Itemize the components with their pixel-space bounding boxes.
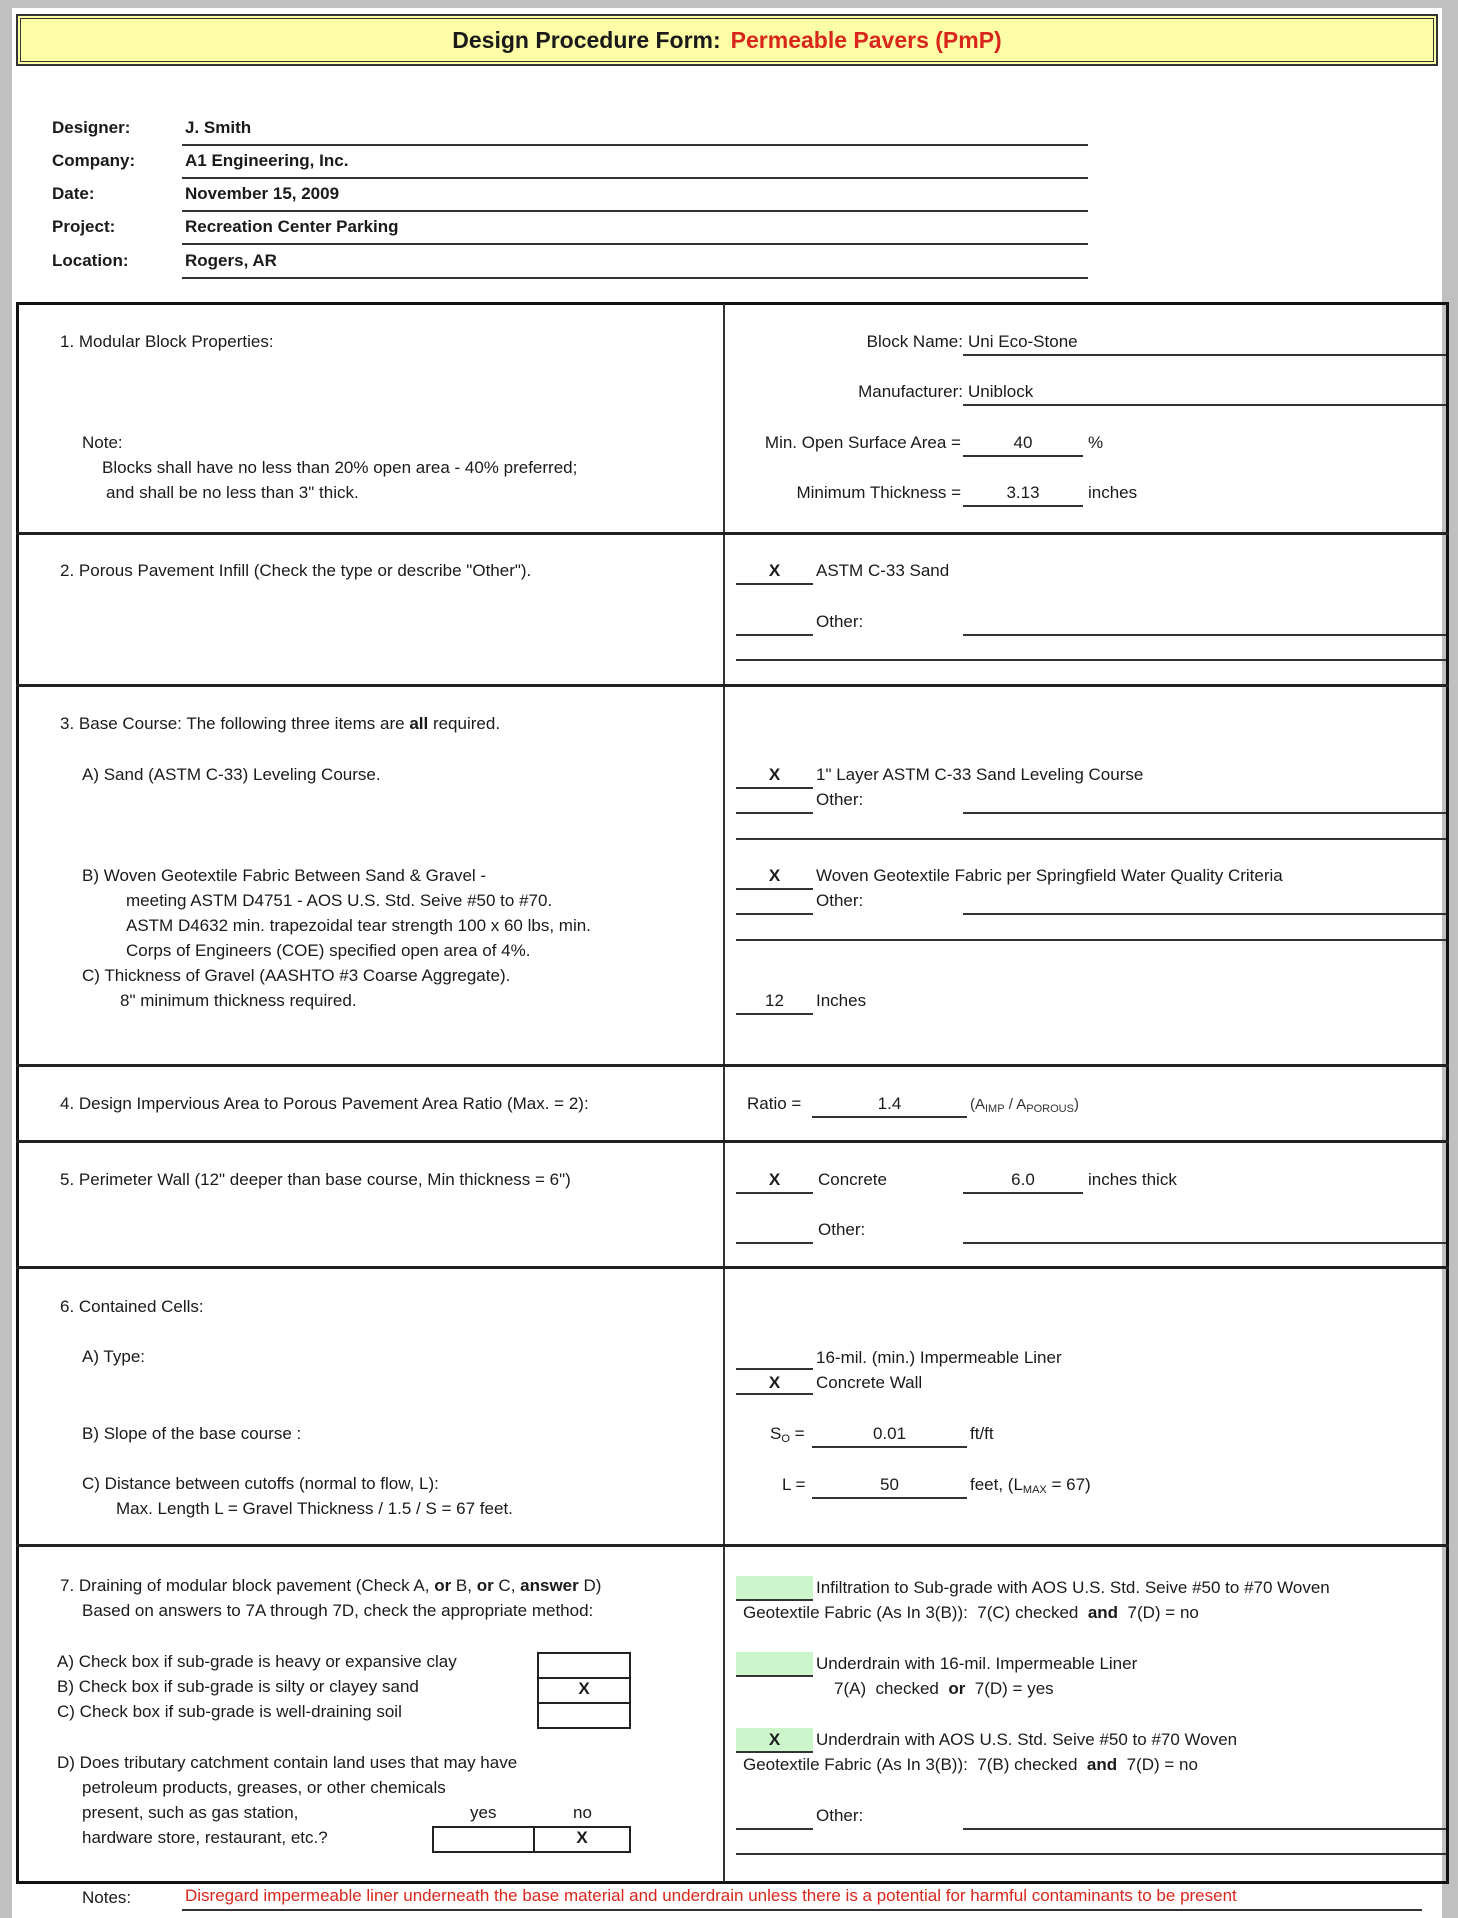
notes-label: Notes:	[82, 1888, 132, 1907]
s7-extra-line	[736, 1853, 1446, 1855]
s3-b-line3: ASTM D4632 min. trapezoidal tear strength 100 x 60 lbs, min.	[126, 916, 591, 935]
s3-a-check[interactable]: X	[768, 765, 781, 784]
s6-liner-label: 16-mil. (min.) Impermeable Liner	[816, 1348, 1062, 1367]
wall-thickness-field[interactable]: 6.0	[1011, 1170, 1035, 1189]
m1-and: and	[1087, 1603, 1119, 1622]
company-label: Company:	[52, 151, 136, 170]
form-table-frame	[16, 302, 1449, 1884]
section-divider-2	[16, 684, 1449, 687]
m1-line1: Infiltration to Sub-grade with AOS U.S. Std. Seive #50 to #70 Woven	[816, 1578, 1330, 1597]
date-label: Date:	[52, 184, 95, 203]
s5-concrete-label: Concrete	[818, 1170, 887, 1189]
m3-line2	[743, 1755, 1198, 1775]
s7-c-label: C) Check box if sub-grade is well-draining soil	[57, 1702, 402, 1721]
s2-sand-label: ASTM C-33 Sand	[816, 561, 950, 580]
s1-note-line1: Blocks shall have no less than 20% open area - 40% preferred;	[102, 458, 578, 477]
designer-field[interactable]: J. Smith	[185, 118, 252, 137]
m1-check-line	[736, 1599, 813, 1601]
date-underline	[182, 210, 1088, 212]
length-unit	[970, 1475, 1091, 1496]
date-field[interactable]: November 15, 2009	[185, 184, 340, 203]
s3-title-end: required.	[428, 714, 501, 733]
s7-title-or1: or	[434, 1576, 452, 1595]
m2-line2	[834, 1679, 1054, 1699]
m2-green-cell	[736, 1652, 813, 1676]
section-divider-5	[16, 1266, 1449, 1269]
s7-d-line2: petroleum products, greases, or other chemicals	[82, 1778, 446, 1797]
s2-other-label: Other:	[816, 612, 864, 631]
m3-line2-pre: Geotextile Fabric (As In 3(B)): 7(B) checked	[743, 1755, 1087, 1774]
open-area-label: Min. Open Surface Area =	[764, 433, 961, 452]
s7-title-mid1: B,	[451, 1576, 477, 1595]
min-thickness-field[interactable]: 3.13	[1006, 483, 1040, 502]
ratio-field[interactable]: 1.4	[877, 1094, 902, 1113]
slope-label-sub: O	[781, 1433, 790, 1445]
location-label: Location:	[52, 251, 129, 270]
s6-wall-check-line	[736, 1393, 813, 1395]
s7-d-no-checkbox[interactable]: X	[533, 1826, 631, 1853]
s3-a-label: A) Sand (ASTM C-33) Leveling Course.	[82, 765, 381, 784]
s3-a-check-line	[736, 787, 813, 789]
s7-yes-label: yes	[470, 1803, 497, 1822]
s7-other-label: Other:	[816, 1806, 864, 1825]
length-underline	[812, 1497, 967, 1499]
company-underline	[182, 177, 1088, 179]
s3-title-bold: all	[409, 714, 429, 733]
form-title-prefix: Design Procedure Form:	[452, 26, 721, 53]
s3-b-extra-line	[736, 939, 1446, 941]
m1-line2	[743, 1603, 1199, 1623]
s2-extra-line	[736, 659, 1446, 661]
slope-underline	[812, 1446, 967, 1448]
s3-a-other-label: Other:	[816, 790, 864, 809]
m3-check[interactable]: X	[768, 1730, 781, 1749]
s7-a-label: A) Check box if sub-grade is heavy or expansive clay	[57, 1652, 457, 1671]
s3-b-other-check-line	[736, 913, 813, 915]
s3-b-line1: B) Woven Geotextile Fabric Between Sand & Gravel -	[82, 866, 487, 885]
location-underline	[182, 277, 1088, 279]
manufacturer-label: Manufacturer:	[858, 382, 963, 401]
s7-a-checkbox[interactable]	[537, 1652, 631, 1679]
s1-note-label: Note:	[82, 433, 123, 452]
s3-b-check-line	[736, 888, 813, 890]
s3-b-line2: meeting ASTM D4751 - AOS U.S. Std. Seive #50 to #70.	[126, 891, 553, 910]
s7-title-answer: answer	[520, 1576, 579, 1595]
s6-a-label: A) Type:	[82, 1347, 145, 1366]
ratio-unit-imp: IMP	[985, 1103, 1005, 1115]
s3-b-other-underline	[963, 913, 1446, 915]
s2-other-check-line	[736, 634, 813, 636]
form-title-banner	[16, 14, 1438, 66]
ratio-underline	[812, 1116, 967, 1118]
open-area-unit: %	[1088, 433, 1104, 452]
min-thickness-label: Minimum Thickness =	[796, 483, 961, 502]
s7-title-or2: or	[476, 1576, 494, 1595]
m2-line1: Underdrain with 16-mil. Impermeable Liner	[816, 1654, 1138, 1673]
s2-sand-check-line	[736, 583, 813, 585]
m2-check-line	[736, 1675, 813, 1677]
s5-other-check-line	[736, 1242, 813, 1244]
ratio-unit-mid: / A	[1004, 1096, 1027, 1113]
column-divider	[723, 304, 725, 1882]
s7-title-end: D)	[578, 1576, 602, 1595]
slope-label-eq: =	[789, 1424, 805, 1443]
s2-title: 2. Porous Pavement Infill (Check the type or describe "Other").	[60, 561, 532, 580]
m2-or: or	[948, 1679, 966, 1698]
s5-title: 5. Perimeter Wall (12" deeper than base course, Min thickness = 6")	[60, 1170, 571, 1189]
s7-title	[60, 1576, 601, 1596]
company-field[interactable]: A1 Engineering, Inc.	[185, 151, 349, 170]
s3-b-line4: Corps of Engineers (COE) specified open area of 4%.	[126, 941, 531, 960]
manufacturer-underline	[963, 404, 1446, 406]
block-name-underline	[963, 354, 1446, 356]
designer-underline	[182, 144, 1088, 146]
s7-c-checkbox[interactable]	[537, 1702, 631, 1729]
s3-a-option: 1" Layer ASTM C-33 Sand Leveling Course	[816, 765, 1144, 784]
s7-d-yes-checkbox[interactable]	[432, 1826, 535, 1853]
slope-label	[770, 1424, 805, 1445]
block-name-field[interactable]: Uni Eco-Stone	[968, 332, 1078, 351]
ratio-unit	[970, 1096, 1079, 1115]
m2-line2-pre: 7(A) checked	[834, 1679, 949, 1698]
ratio-unit-a: (A	[970, 1096, 985, 1113]
length-unit-post: = 67)	[1046, 1475, 1091, 1494]
s5-other-underline	[963, 1242, 1446, 1244]
s7-d-line3: present, such as gas station,	[82, 1803, 299, 1822]
s6-c-line1: C) Distance between cutoffs (normal to flow, L):	[82, 1474, 439, 1493]
section-divider-1	[16, 532, 1449, 535]
ratio-unit-end: )	[1073, 1096, 1079, 1113]
open-area-field[interactable]: 40	[1013, 433, 1033, 452]
s1-title: 1. Modular Block Properties:	[60, 332, 274, 351]
ratio-label: Ratio =	[747, 1094, 802, 1113]
s5-concrete-check[interactable]: X	[768, 1170, 781, 1189]
s7-b-label: B) Check box if sub-grade is silty or clayey sand	[57, 1677, 419, 1696]
project-underline	[182, 243, 1088, 245]
s6-liner-check-line	[736, 1368, 813, 1370]
m1-line2-post: 7(D) = no	[1118, 1603, 1199, 1622]
wall-thickness-unit: inches thick	[1088, 1170, 1177, 1189]
s3-c-line2: 8" minimum thickness required.	[120, 991, 357, 1010]
s6-title: 6. Contained Cells:	[60, 1297, 204, 1316]
s7-subtitle: Based on answers to 7A through 7D, check the appropriate method:	[82, 1601, 594, 1620]
slope-field[interactable]: 0.01	[872, 1424, 907, 1443]
gravel-thickness-unit: Inches	[816, 991, 867, 1010]
s7-title-pre: 7. Draining of modular block pavement (Check A,	[60, 1576, 435, 1595]
wall-thickness-underline	[963, 1192, 1083, 1194]
length-label: L =	[782, 1475, 806, 1494]
slope-label-s: S	[770, 1424, 782, 1443]
s3-a-extra-line	[736, 838, 1446, 840]
s3-b-check[interactable]: X	[768, 866, 781, 885]
gravel-thickness-underline	[736, 1013, 813, 1015]
open-area-underline	[963, 455, 1083, 457]
s3-a-other-check-line	[736, 812, 813, 814]
s1-note-line2: and shall be no less than 3" thick.	[106, 483, 359, 502]
s5-concrete-check-line	[736, 1192, 813, 1194]
project-label: Project:	[52, 217, 116, 236]
s7-d-line4: hardware store, restaurant, etc.?	[82, 1828, 328, 1847]
s6-c-line2: Max. Length L = Gravel Thickness / 1.5 / S = 67 feet.	[116, 1499, 513, 1518]
notes-text[interactable]: Disregard impermeable liner underneath the base material and underdrain unless there is a potential for harmful contaminants to be present	[185, 1886, 1237, 1905]
s7-other-check-line	[736, 1828, 813, 1830]
section-divider-6	[16, 1544, 1449, 1547]
s3-b-other-label: Other:	[816, 891, 864, 910]
s6-wall-check[interactable]: X	[768, 1373, 781, 1392]
m3-line2-post: 7(D) = no	[1117, 1755, 1198, 1774]
s3-title-text: 3. Base Course: The following three items are	[60, 714, 410, 733]
s6-b-label: B) Slope of the base course :	[82, 1424, 302, 1443]
slope-unit: ft/ft	[970, 1424, 994, 1443]
m1-line2-pre: Geotextile Fabric (As In 3(B)): 7(C) checked	[743, 1603, 1088, 1622]
s2-other-underline	[963, 634, 1446, 636]
location-field[interactable]: Rogers, AR	[185, 251, 277, 270]
ratio-unit-porous: POROUS	[1026, 1103, 1074, 1115]
s6-wall-label: Concrete Wall	[816, 1373, 923, 1392]
s7-d-line1: D) Does tributary catchment contain land uses that may have	[57, 1753, 518, 1772]
section-divider-3	[16, 1064, 1449, 1067]
m3-line1: Underdrain with AOS U.S. Std. Seive #50 to #70 Woven	[816, 1730, 1238, 1749]
m3-and: and	[1086, 1755, 1118, 1774]
s7-no-label: no	[573, 1803, 592, 1822]
block-name-label: Block Name:	[866, 332, 963, 351]
section-divider-4	[16, 1140, 1449, 1143]
m1-green-cell	[736, 1576, 813, 1600]
s7-other-underline	[963, 1828, 1446, 1830]
s3-b-option: Woven Geotextile Fabric per Springfield Water Quality Criteria	[816, 866, 1283, 885]
m2-line2-post: 7(D) = yes	[965, 1679, 1054, 1698]
s2-sand-check[interactable]: X	[768, 561, 781, 580]
m3-check-line	[736, 1751, 813, 1753]
designer-label: Designer:	[52, 118, 131, 137]
s4-title: 4. Design Impervious Area to Porous Pavement Area Ratio (Max. = 2):	[60, 1094, 589, 1113]
length-unit-sub: MAX	[1022, 1484, 1047, 1496]
s7-b-checkbox[interactable]: X	[537, 1677, 631, 1704]
notes-underline	[182, 1909, 1422, 1911]
manufacturer-field[interactable]: Uniblock	[968, 382, 1034, 401]
min-thickness-unit: inches	[1088, 483, 1138, 502]
s3-a-other-underline	[963, 812, 1446, 814]
min-thickness-underline	[963, 505, 1083, 507]
s5-other-label: Other:	[818, 1220, 866, 1239]
length-unit-pre: feet, (L	[970, 1475, 1023, 1494]
form-title-name: Permeable Pavers (PmP)	[730, 26, 1002, 53]
length-field[interactable]: 50	[880, 1475, 899, 1494]
s3-c-line1: C) Thickness of Gravel (AASHTO #3 Coarse Aggregate).	[82, 966, 511, 985]
s7-title-mid2: C,	[493, 1576, 521, 1595]
s3-title	[60, 714, 500, 734]
project-field[interactable]: Recreation Center Parking	[185, 217, 399, 236]
gravel-thickness-field[interactable]: 12	[765, 991, 784, 1010]
